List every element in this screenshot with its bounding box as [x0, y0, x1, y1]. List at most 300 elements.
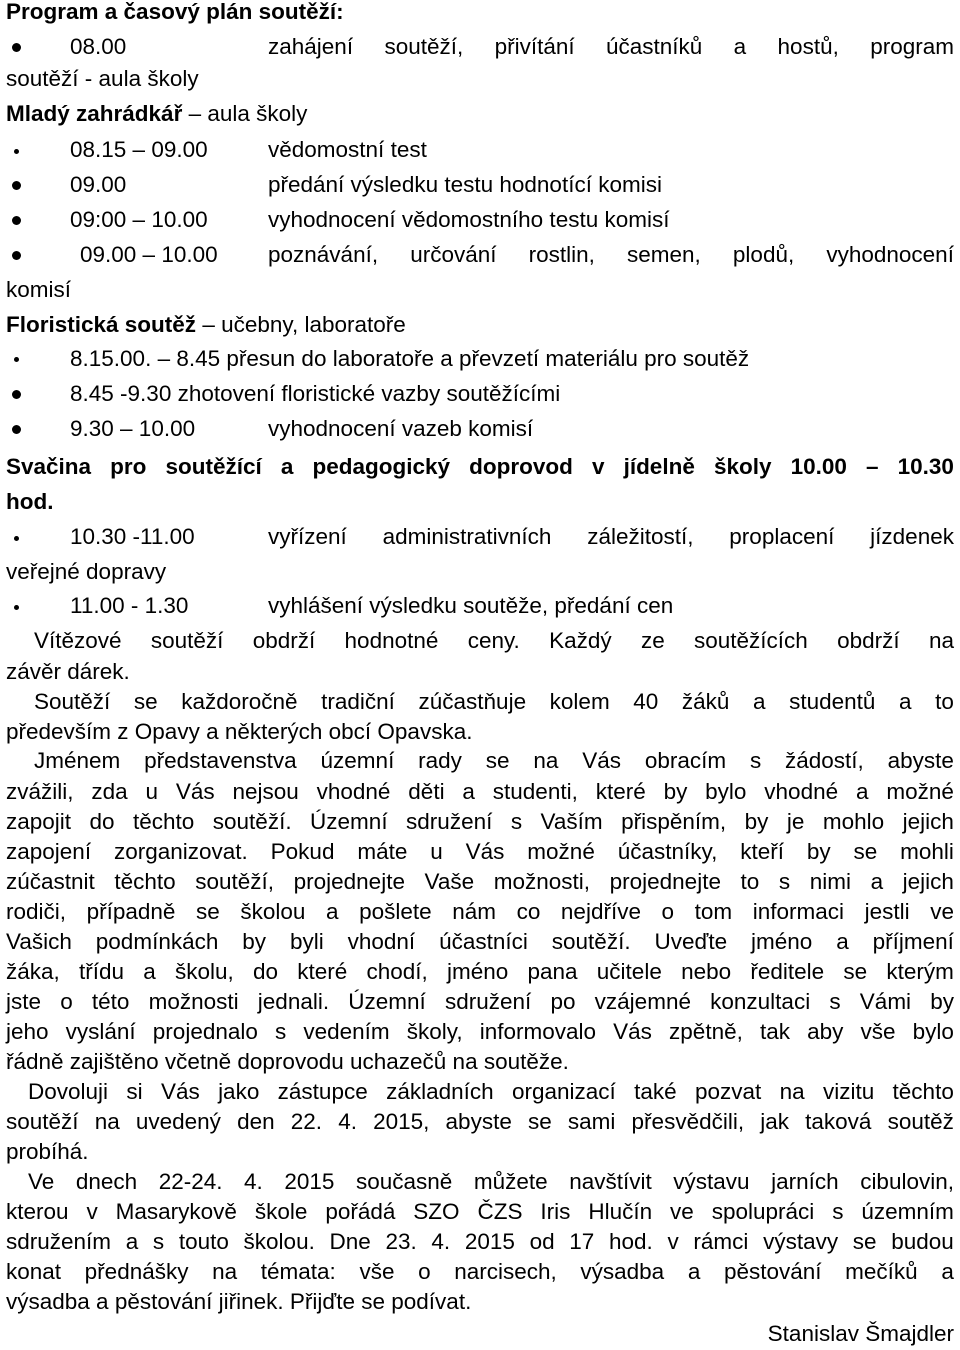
paragraph-line: [6, 1106, 954, 1138]
word: případně: [86, 899, 176, 924]
word: Ve: [28, 1169, 55, 1194]
word: soutěží: [150, 628, 224, 653]
word: nimi: [809, 869, 851, 894]
time: 08.00: [70, 34, 127, 59]
word: jídelně: [623, 454, 695, 479]
paragraph-line: [6, 926, 954, 958]
word: těchto: [133, 809, 195, 834]
word: na: [94, 1109, 120, 1134]
word: jméno: [447, 959, 509, 984]
word: konat: [6, 1259, 62, 1284]
word: Vás: [613, 1019, 652, 1044]
word: doprovod: [469, 454, 573, 479]
paragraph-line: [28, 1166, 954, 1198]
word: Pokud: [270, 839, 335, 864]
word: 40: [633, 689, 659, 714]
word: účastníci: [439, 929, 528, 954]
word: záležitostí,: [587, 524, 694, 549]
word: o: [418, 1259, 431, 1284]
word: zúčastňuje: [418, 689, 527, 714]
snack-line-cont: hod.: [6, 489, 54, 514]
section-mlady-zahradkar: Mladý zahrádkář – aula školy: [6, 101, 308, 126]
word: v: [667, 1229, 679, 1254]
word: s: [778, 869, 791, 894]
word: a: [836, 929, 849, 954]
word: je: [786, 809, 805, 834]
word: zda: [91, 779, 128, 804]
word: do: [252, 959, 279, 984]
word: soutěžící: [165, 454, 262, 479]
paragraph-line: [6, 896, 954, 928]
word: mohlo: [822, 809, 885, 834]
item-desc: vědomostní test: [268, 137, 427, 162]
word: Hlučín: [588, 1199, 653, 1224]
word: rodiči,: [6, 899, 67, 924]
word: a: [753, 689, 766, 714]
word: škole: [254, 1199, 308, 1224]
word: jak: [760, 1109, 789, 1134]
word: vyřízení: [268, 524, 347, 549]
word: rámci: [693, 1229, 749, 1254]
word: kolem: [549, 689, 610, 714]
word: určování: [410, 242, 497, 267]
word: byli: [289, 929, 324, 954]
word: mohli: [900, 839, 954, 864]
word: touto: [178, 1229, 229, 1254]
word: dnech: [75, 1169, 138, 1194]
paragraph-line: závěr dárek.: [6, 659, 130, 684]
word: nejdříve: [560, 899, 641, 924]
time: 09.00 – 10.00: [80, 242, 218, 267]
word: taková: [805, 1109, 872, 1134]
word: Vás: [582, 748, 621, 773]
word: soutěží.: [212, 809, 292, 834]
word: budou: [891, 1229, 954, 1254]
word: kterým: [886, 959, 954, 984]
word: jeho: [6, 1019, 49, 1044]
word: Vás: [465, 839, 505, 864]
word: jejich: [902, 869, 954, 894]
time: 11.00 - 1.30: [70, 593, 189, 618]
word: výstavu: [673, 1169, 750, 1194]
word: sdružení: [444, 989, 532, 1014]
bullet-icon: [12, 181, 21, 190]
word: 22-24.: [158, 1169, 223, 1194]
word: soutěží: [6, 1109, 79, 1134]
word: sdružení: [406, 809, 493, 834]
word: žáků: [681, 689, 730, 714]
word: přesvědčili,: [631, 1109, 745, 1134]
word: máte: [357, 839, 408, 864]
word: informovalo: [479, 1019, 597, 1044]
word: děti: [408, 779, 445, 804]
word: s: [832, 1199, 844, 1224]
word: Dovoluji: [28, 1079, 109, 1104]
word: jejich: [902, 809, 954, 834]
word: také: [634, 1079, 677, 1104]
word: bylo: [912, 1019, 954, 1044]
word: jako: [218, 1079, 260, 1104]
word: tak: [759, 1019, 790, 1044]
word: administrativních: [382, 524, 552, 549]
item-desc: [268, 239, 954, 271]
word: bylo: [705, 779, 747, 804]
word: obdrží: [252, 628, 316, 653]
word: 23.: [385, 1229, 417, 1254]
item-desc: vyhlášení výsledku soutěže, předání cen: [268, 593, 674, 618]
word: 10.00: [790, 454, 847, 479]
word: a: [125, 1229, 139, 1254]
word: vyhodnocení: [826, 242, 954, 267]
word: aby: [807, 1019, 844, 1044]
word: územním: [861, 1199, 954, 1224]
word: a: [899, 689, 912, 714]
word: zvážili,: [6, 779, 74, 804]
word: narcisech,: [454, 1259, 557, 1284]
program-heading: Program a časový plán soutěží:: [6, 0, 344, 24]
word: pořádá: [325, 1199, 396, 1224]
word: soutěží,: [195, 869, 275, 894]
bullet-icon: [12, 251, 21, 260]
word: Jménem: [34, 748, 121, 773]
word: 4.: [244, 1169, 263, 1194]
word: vhodné: [764, 779, 839, 804]
word: od: [529, 1229, 555, 1254]
word: témata:: [260, 1259, 336, 1284]
word: Vás: [175, 779, 215, 804]
word: a: [855, 779, 869, 804]
word: Vás: [160, 1079, 200, 1104]
word: s: [829, 989, 841, 1014]
word: nám: [452, 899, 496, 924]
word: výsadba: [580, 1259, 665, 1284]
word: hodnotné: [344, 628, 439, 653]
word: chodí,: [366, 959, 428, 984]
word: po: [550, 989, 576, 1014]
word: hod.: [609, 1229, 653, 1254]
snack-line: [6, 451, 954, 483]
word: územní: [320, 748, 395, 773]
word: rostlin,: [528, 242, 595, 267]
word: výstavy: [763, 1229, 839, 1254]
bullet-icon: [14, 605, 19, 610]
word: možné: [886, 779, 954, 804]
paragraph-line: [34, 745, 954, 777]
word: současně: [355, 1169, 453, 1194]
item-text: 8.15.00. – 8.45 přesun do laboratoře a převzetí materiálu pro soutěž: [70, 346, 750, 371]
word: tradiční: [321, 689, 395, 714]
word: na: [533, 748, 559, 773]
word: základních: [386, 1079, 494, 1104]
word: pozvat: [694, 1079, 762, 1104]
bullet-icon: [14, 536, 19, 541]
word: o: [60, 989, 73, 1014]
word: pedagogický: [312, 454, 451, 479]
word: obdrží: [837, 628, 900, 653]
word: 2015: [464, 1229, 515, 1254]
word: podmínkách: [95, 929, 219, 954]
word: na: [928, 628, 954, 653]
word: na: [779, 1079, 805, 1104]
word: se: [843, 959, 868, 984]
word: tom: [694, 899, 733, 924]
word: žáka,: [6, 959, 60, 984]
item-desc: vyhodnocení vědomostního testu komisí: [268, 207, 670, 232]
section-floristic: Floristická soutěž – učebny, laboratoře: [6, 312, 406, 337]
word: školy: [713, 454, 772, 479]
word: Dne: [329, 1229, 371, 1254]
word: jízdenek: [870, 524, 954, 549]
word: se: [527, 1109, 552, 1134]
word: plodů,: [732, 242, 795, 267]
word: informaci: [752, 899, 845, 924]
word: Vaším: [540, 809, 603, 834]
word: se: [485, 748, 510, 773]
paragraph-line: [34, 625, 954, 657]
paragraph-line: [6, 836, 954, 868]
paragraph-line: probíhá.: [6, 1139, 89, 1164]
word: by: [744, 809, 769, 834]
word: nebo: [681, 959, 732, 984]
word: Masarykově: [115, 1199, 237, 1224]
word: Svačina: [6, 454, 92, 479]
word: této: [91, 989, 130, 1014]
word: přednášky: [84, 1259, 189, 1284]
word: které: [595, 779, 646, 804]
word: sami: [567, 1109, 616, 1134]
word: studenti,: [492, 779, 578, 804]
item-desc: předání výsledku testu hodnotící komisi: [268, 172, 662, 197]
paragraph-line: řádně zajištěno včetně doprovodu uchazečů na soutěže.: [6, 1049, 569, 1074]
word: zapojit: [6, 809, 72, 834]
word: vše: [860, 1019, 896, 1044]
word: program: [870, 34, 954, 59]
word: ředitele: [750, 959, 825, 984]
paragraph-line: [6, 806, 954, 838]
word: jméno: [751, 929, 813, 954]
time: 09.00: [70, 172, 127, 197]
paragraph-line: [6, 1196, 954, 1228]
word: 2015: [284, 1169, 335, 1194]
item-desc-cont: komisí: [6, 277, 72, 302]
word: Soutěží: [34, 689, 111, 714]
word: 2015,: [373, 1109, 430, 1134]
word: přivítání: [494, 34, 575, 59]
bullet-icon: [14, 149, 19, 154]
word: uvedený: [135, 1109, 221, 1134]
word: a: [325, 899, 339, 924]
word: mečíků: [845, 1259, 918, 1284]
word: školou: [240, 899, 306, 924]
item-desc: [268, 521, 954, 553]
word: jste: [6, 989, 42, 1014]
word: každoročně: [181, 689, 298, 714]
word: a: [733, 34, 747, 59]
word: a: [687, 1259, 701, 1284]
word: SZO: [413, 1199, 460, 1224]
word: v: [591, 454, 605, 479]
word: na: [212, 1259, 238, 1284]
word: ČZS: [477, 1199, 523, 1224]
word: které: [297, 959, 348, 984]
word: a: [143, 959, 156, 984]
bullet-icon: [14, 357, 19, 362]
word: u: [145, 779, 158, 804]
word: účastníků: [606, 34, 703, 59]
word: s: [275, 1019, 287, 1044]
word: to: [935, 689, 954, 714]
word: soutěží,: [384, 34, 464, 59]
word: soutěž: [887, 1109, 954, 1134]
word: si: [126, 1079, 143, 1104]
word: semen,: [627, 242, 701, 267]
word: vhodné: [316, 779, 391, 804]
word: školu,: [174, 959, 234, 984]
paragraph-line: především z Opavy a některých obcí Opavska.: [6, 719, 473, 744]
word: Vašich: [6, 929, 72, 954]
word: účastníky,: [617, 839, 718, 864]
word: těchto: [114, 869, 176, 894]
word: Iris: [540, 1199, 571, 1224]
word: se: [133, 689, 158, 714]
word: vhodní: [347, 929, 416, 954]
word: by: [930, 989, 954, 1014]
word: projednejte: [609, 869, 721, 894]
word: hostů,: [777, 34, 839, 59]
word: zúčastnit: [6, 869, 95, 894]
word: žádostí,: [785, 748, 864, 773]
word: se: [853, 839, 878, 864]
word: 4.: [431, 1229, 451, 1254]
paragraph-line: výsadba a pěstování jiřinek. Přijďte se podívat.: [6, 1289, 472, 1314]
word: a: [462, 779, 475, 804]
bullet-icon: [12, 425, 21, 434]
word: Vámi: [859, 989, 912, 1014]
word: –: [865, 454, 879, 479]
word: by: [663, 779, 688, 804]
bullet-icon: [12, 390, 21, 399]
word: pěstování: [723, 1259, 822, 1284]
word: pošlete: [359, 899, 432, 924]
item-desc: vyhodnocení vazeb komisí: [268, 416, 534, 441]
word: Územní: [348, 989, 426, 1014]
word: spolupráci: [711, 1199, 815, 1224]
word: ve: [670, 1199, 694, 1224]
word: přispěním,: [621, 809, 727, 834]
time: 10.30 -11.00: [70, 524, 195, 549]
word: kterou: [6, 1199, 69, 1224]
word: zorganizovat.: [113, 839, 248, 864]
word: příjmení: [872, 929, 954, 954]
paragraph-line: [34, 686, 954, 718]
paragraph-line: [6, 1256, 954, 1288]
word: o: [661, 899, 675, 924]
word: a: [941, 1259, 954, 1284]
word: organizací: [511, 1079, 616, 1104]
paragraph-line: [6, 866, 954, 898]
word: den: [237, 1109, 275, 1134]
word: jednali.: [257, 989, 330, 1014]
word: a: [280, 454, 294, 479]
word: se: [196, 899, 220, 924]
word: se: [852, 1229, 877, 1254]
word: sdružením: [6, 1229, 112, 1254]
word: a: [870, 869, 884, 894]
word: Uveďte: [654, 929, 728, 954]
word: 22.: [290, 1109, 323, 1134]
word: poznávání,: [268, 242, 379, 267]
time: 08.15 – 09.00: [70, 137, 208, 162]
word: by: [806, 839, 831, 864]
word: ve: [930, 899, 954, 924]
word: abyste: [445, 1109, 512, 1134]
word: Každý: [549, 628, 612, 653]
item-desc-cont: soutěží - aula školy: [6, 66, 199, 91]
word: ze: [640, 628, 665, 653]
word: s: [749, 748, 762, 773]
word: studentů: [789, 689, 876, 714]
word: konzultaci: [710, 989, 811, 1014]
time: 9.30 – 10.00: [70, 416, 196, 441]
word: zahájení: [268, 34, 354, 59]
word: školou.: [243, 1229, 315, 1254]
word: vedením: [303, 1019, 390, 1044]
time: 09:00 – 10.00: [70, 207, 208, 232]
paragraph-line: [6, 1016, 954, 1048]
word: ceny.: [467, 628, 520, 653]
word: Vítězové: [34, 628, 122, 653]
word: 10.30: [897, 454, 954, 479]
word: rady: [418, 748, 462, 773]
word: třídu: [79, 959, 125, 984]
word: co: [516, 899, 541, 924]
word: navštívit: [569, 1169, 652, 1194]
item-desc: [268, 31, 954, 63]
word: možnosti: [148, 989, 239, 1014]
word: můžete: [473, 1169, 548, 1194]
word: pro: [110, 454, 147, 479]
paragraph-line: [28, 1076, 954, 1108]
word: cibulovin,: [860, 1169, 954, 1194]
word: vizitu: [822, 1079, 875, 1104]
word: abyste: [887, 748, 954, 773]
word: to: [740, 869, 760, 894]
word: jestli: [864, 899, 910, 924]
word: u: [430, 839, 443, 864]
word: projednalo: [152, 1019, 258, 1044]
word: zpětně,: [669, 1019, 743, 1044]
word: s: [152, 1229, 165, 1254]
word: zástupce: [277, 1079, 368, 1104]
word: vzájemné: [594, 989, 691, 1014]
word: Územní: [310, 809, 388, 834]
word: v: [86, 1199, 98, 1224]
word: vyslání: [65, 1019, 136, 1044]
word: do: [89, 809, 115, 834]
word: jarních: [771, 1169, 839, 1194]
word: proplacení: [729, 524, 835, 549]
word: představenstva: [144, 748, 297, 773]
word: soutěží.: [551, 929, 631, 954]
word: těchto: [892, 1079, 954, 1104]
word: možné: [527, 839, 595, 864]
word: pana: [527, 959, 578, 984]
word: obracím: [644, 748, 727, 773]
word: soutěžících: [694, 628, 808, 653]
word: učitele: [596, 959, 662, 984]
word: školy,: [406, 1019, 463, 1044]
item-desc-cont: veřejné dopravy: [6, 559, 167, 584]
